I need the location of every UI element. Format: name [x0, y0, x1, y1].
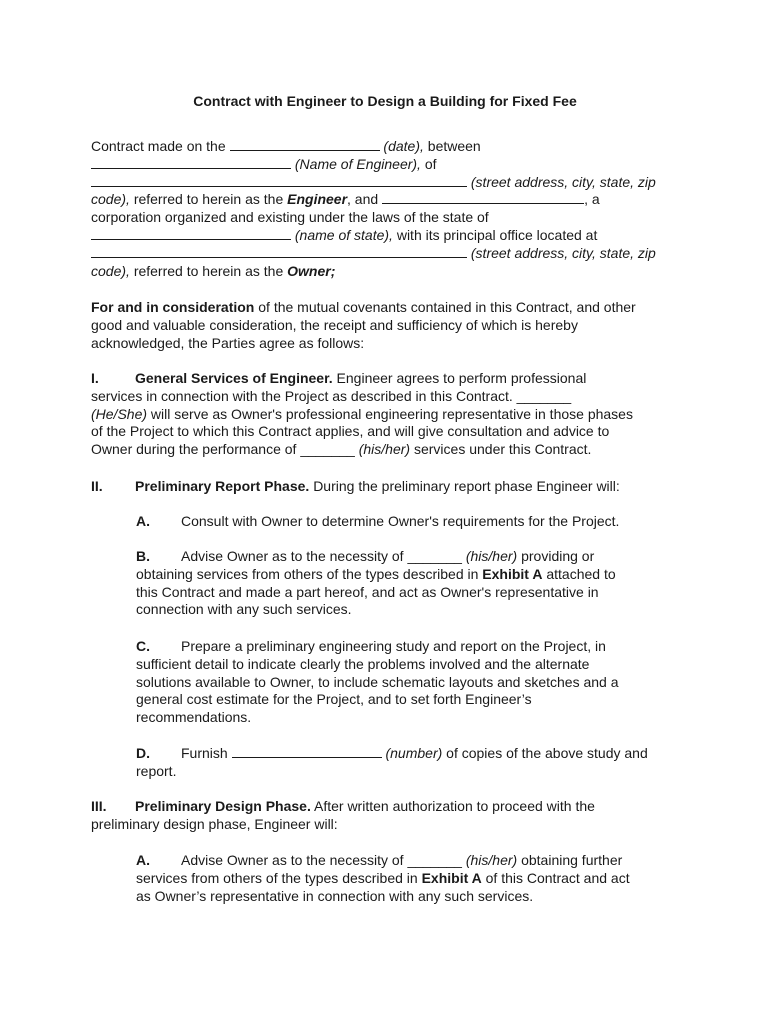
section-number: I. — [91, 370, 99, 386]
engineer-name-blank — [91, 156, 291, 169]
section-3: III. Preliminary Design Phase. After written authorization to proceed with the preliminary design phase, Engineer will: — [91, 798, 595, 832]
copies-blank — [232, 745, 382, 758]
section-number: III. — [91, 798, 107, 814]
intro-line-7: (street address, city, state, zip — [91, 245, 691, 263]
section-3-item-a: A. Advise Owner as to the necessity of _______ (his/her) obtaining further services from others of the types described in Exhibit A of this Contract and act as Owner’s representative in connection with any such services. — [136, 852, 630, 904]
intro-line-5: corporation organized and existing under the laws of the state of — [91, 209, 489, 226]
date-blank — [230, 138, 380, 151]
section-2: II. Preliminary Report Phase. During the preliminary report phase Engineer will: — [91, 478, 620, 494]
intro-line-2: (Name of Engineer), of — [91, 156, 691, 174]
intro-line-4: code), referred to herein as the Engineer, and , a — [91, 191, 600, 208]
state-blank — [91, 227, 291, 240]
consideration-paragraph: For and in consideration of the mutual covenants contained in this Contract, and other good and valuable consideration, the receipt and sufficiency of which is hereby acknowledged, the Parties agree as follows: — [91, 299, 636, 351]
corporation-name-blank — [382, 191, 584, 204]
section-2-item-c: C. Prepare a preliminary engineering study and report on the Project, in sufficient detail to indicate clearly the problems involved and the alternate solutions available to Owner, to include schematic layouts and sketches and a general cost estimate for the Project, and to set forth Engineer’s recommendations. — [136, 638, 619, 726]
section-heading: Preliminary Design Phase. — [135, 798, 311, 814]
owner-address-blank — [91, 245, 467, 258]
intro-line-3: (street address, city, state, zip — [91, 174, 691, 192]
document-title: Contract with Engineer to Design a Building for Fixed Fee — [193, 93, 577, 109]
engineer-address-blank — [91, 174, 467, 187]
intro-paragraph — [91, 138, 691, 280]
section-1: I. General Services of Engineer. Engineer agrees to perform professional services in connection with the Project as described in this Contract. _______ (He/She) will serve as Owner's professional engineering representative in those phases of the Project to which this Contract applies, and will give consultation and advice to Owner during the performance of _______ (his/her) services under this Contract. — [91, 370, 633, 458]
section-number: II. — [91, 478, 103, 494]
intro-line-1: Contract made on the (date), between — [91, 138, 481, 154]
section-heading: General Services of Engineer. — [135, 370, 333, 386]
section-heading: Preliminary Report Phase. — [135, 478, 310, 494]
section-2-item-b: B. Advise Owner as to the necessity of _______ (his/her) providing or obtaining services from others of the types described in Exhibit A attached to this Contract and made a part hereof, and act as Owner's representative in connection with any such services. — [136, 548, 616, 618]
section-2-item-d: D. Furnish (number) of copies of the above study and report. — [136, 745, 648, 779]
intro-line-8: code), referred to herein as the Owner; — [91, 262, 336, 279]
intro-line-6: (name of state), with its principal office located at — [91, 227, 691, 245]
section-2-item-a: A. Consult with Owner to determine Owner's requirements for the Project. — [136, 513, 620, 529]
